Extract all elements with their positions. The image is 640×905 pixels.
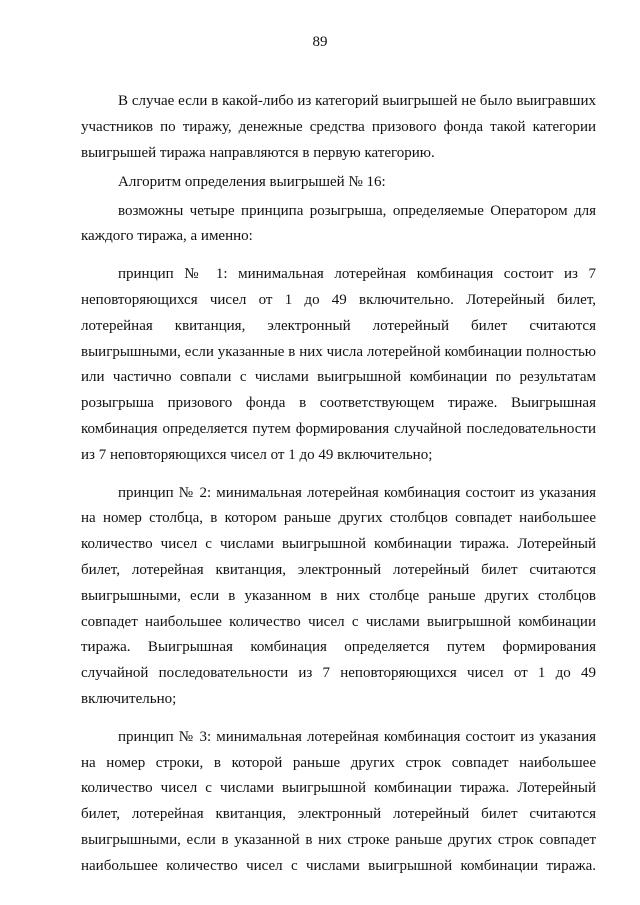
paragraph-principle-2: принцип № 2: минимальная лотерейная комбинация состоит из указания на номер столбца, в котором раньше других столбцов совпадет наибольшее количество чисел с числами выигрышной комбинации тиража. Лотерейный билет, лотерейная квитанция, электронный лотерейный билет считаются выигрышными, если в указанном в них столбце раньше других столбцов совпадет наибольшее количество чисел с числами выигрышной комбинации тиража. Выигрышная комбинация определяется путем формирования случайной последовательности из 7 неповторяющихся чисел от 1 до 49 включительно; xyxy=(81,484,596,707)
paragraph-principle-3: принцип № 3: минимальная лотерейная комбинация состоит из указания на номер строки, в которой раньше других строк совпадет наибольшее количество чисел с числами выигрышной комбинации тиража. Лотерейный билет, лотерейная квитанция, электронный лотерейный билет считаются выигрышными, если в указанной в них строке раньше других строк совпадет наибольшее количество чисел с числами выигрышной комбинации тиража. xyxy=(81,728,596,874)
paragraph-prize-fund-transfer: В случае если в какой-либо из категорий выигрышей не было выигравших участников по тиражу, денежные средства призового фонда такой категории выигрышей тиража направляются в первую категорию. xyxy=(81,93,596,161)
paragraph-algorithm-heading: Алгоритм определения выигрышей № 16: xyxy=(118,173,386,190)
paragraph-principle-1: принцип № 1: минимальная лотерейная комбинация состоит из 7 неповторяющихся чисел от 1 до 49 включительно. Лотерейный билет, лотерейная квитанция, электронный лотерейный билет считаются выигрышными, если указанные в них числа лотерейной комбинации полностью или частично совпали с числами выигрышной комбинации по результатам розыгрыша призового фонда в соответствующем тираже. Выигрышная комбинация определяется путем формирования случайной последовательности из 7 неповторяющихся чисел от 1 до 49 включительно; xyxy=(81,266,596,463)
document-body xyxy=(81,89,596,883)
page-number: 89 xyxy=(312,34,328,50)
paragraph-principles-intro: возможны четыре принципа розыгрыша, определяемые Оператором для каждого тиража, а именно: xyxy=(81,202,596,245)
